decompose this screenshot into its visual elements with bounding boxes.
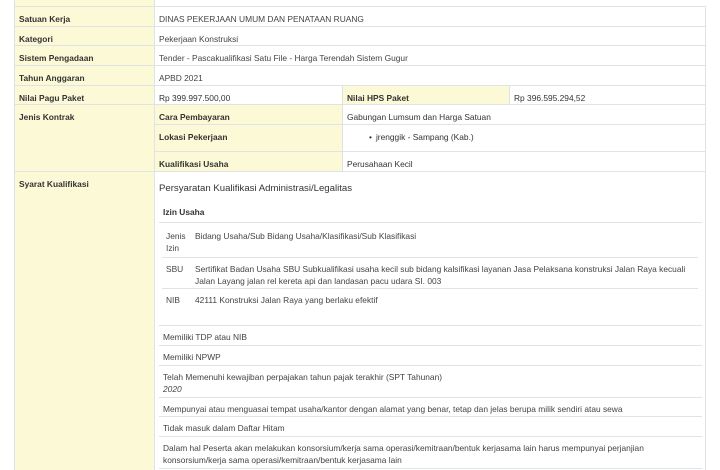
row-jenis-kontrak (14, 105, 706, 172)
section-title-administrasi: Persyaratan Kualifikasi Administrasi/Legalitas (159, 183, 353, 194)
top-cut-label (14, 0, 155, 6)
row-kategori (14, 27, 706, 46)
izin-row-sbu (162, 258, 698, 289)
requirement-item (159, 366, 702, 398)
value-nilai-pagu: Rp 399.997.500,00 (155, 86, 343, 105)
value-nilai-hps: Rp 396.595.294,52 (510, 86, 706, 105)
label-lokasi-pekerjaan: Lokasi Pekerjaan (155, 125, 343, 152)
label-kategori: Kategori (14, 27, 155, 45)
label-kualifikasi-usaha: Kualifikasi Usaha (155, 152, 343, 172)
label-tahun-anggaran: Tahun Anggaran (14, 66, 155, 85)
row-nilai-pagu (14, 86, 706, 105)
requirement-item: Memiliki NPWP (159, 346, 702, 366)
row-tahun-anggaran (14, 66, 706, 86)
value-kualifikasi-usaha: Perusahaan Kecil (343, 152, 706, 172)
label-nilai-hps: Nilai HPS Paket (343, 86, 510, 105)
label-sistem-pengadaan: Sistem Pengadaan (14, 46, 155, 65)
value-cara-pembayaran: Gabungan Lumsum dan Harga Satuan (343, 105, 706, 125)
requirement-item: Dalam hal Peserta akan melakukan konsorsium/kerja sama operasi/kemitraan/bentuk kerjasama lain harus mempunyai perjanjian konsorsium/kerja sama operasi/kemitraan/bentuk kerjasama lain (159, 437, 702, 469)
requirement-item: Mempunyai atau menguasai tempat usaha/kantor dengan alamat yang benar, tetap dan jelas berupa milik sendiri atau sewa (159, 398, 702, 417)
label-nilai-pagu: Nilai Pagu Paket (14, 86, 155, 104)
label-cara-pembayaran: Cara Pembayaran (155, 105, 343, 125)
izin-value: Bidang Usaha/Sub Bidang Usaha/Klasifikasi/Sub Klasifikasi (195, 231, 417, 241)
izin-usaha-header: Izin Usaha (159, 201, 702, 223)
value-kategori: Pekerjaan Konstruksi (155, 27, 706, 45)
requirement-text: Telah Memenuhi kewajiban perpajakan tahun pajak terakhir (SPT Tahunan) (163, 372, 443, 382)
izin-row-jenis (162, 225, 698, 258)
label-jenis-kontrak: Jenis Kontrak (14, 105, 155, 171)
lokasi-item: • jrenggik - Sampang (Kab.) (369, 132, 474, 142)
top-cut-row (14, 0, 706, 7)
row-satuan-kerja (14, 7, 706, 27)
requirement-item: Tidak masuk dalam Daftar Hitam (159, 417, 702, 437)
row-sistem-pengadaan (14, 46, 706, 66)
value-lokasi-pekerjaan (343, 125, 706, 152)
value-tahun-anggaran: APBD 2021 (155, 66, 706, 85)
izin-key: Jenis Izin (166, 231, 186, 253)
label-satuan-kerja: Satuan Kerja (14, 7, 155, 26)
izin-key: SBU (166, 264, 184, 274)
value-satuan-kerja: DINAS PEKERJAAN UMUM DAN PENATAAN RUANG (155, 7, 706, 26)
label-syarat-kualifikasi: Syarat Kualifikasi (14, 172, 155, 470)
izin-key: NIB (166, 295, 180, 305)
izin-row-nib (162, 289, 698, 309)
requirement-year: 2020 (163, 383, 182, 394)
value-sistem-pengadaan: Tender - Pascakualifikasi Satu File - Harga Terendah Sistem Gugur (155, 46, 706, 65)
izin-value: 42111 Konstruksi Jalan Raya yang berlaku efektif (195, 295, 378, 305)
requirement-item: Memiliki TDP atau NIB (159, 326, 702, 346)
izin-value: Sertifikat Badan Usaha SBU Subkualifikasi usaha kecil sub bidang kalsifikasi layanan Jasa Pelaksana konstruksi Jalan Raya kecuali Jalan Layang jalan rel kereta api dan landasan pacu udara SI. 003 (195, 264, 686, 286)
